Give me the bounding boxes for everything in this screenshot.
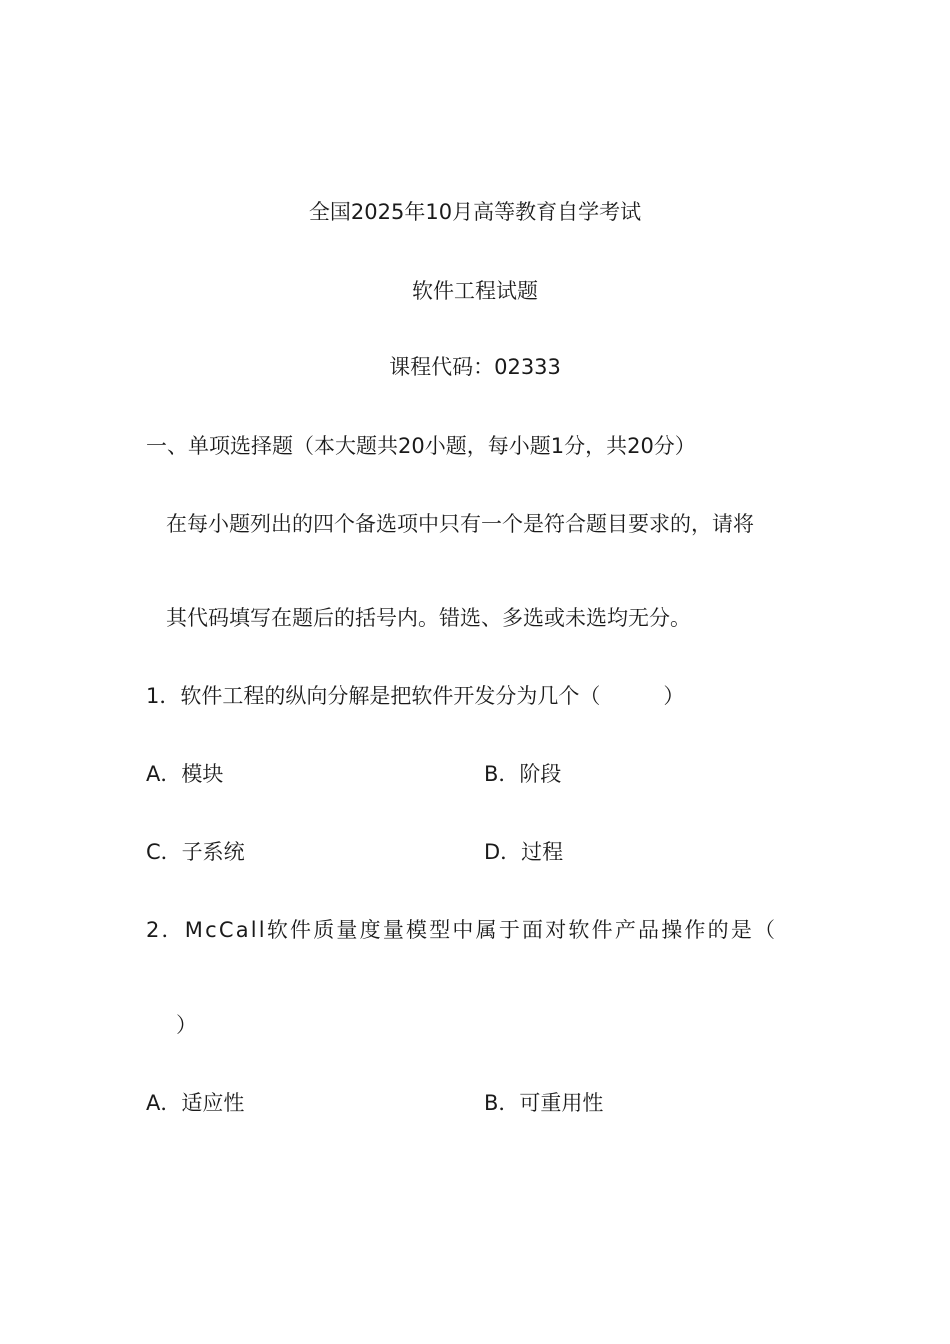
section-instructions-line-2: 其代码填写在题后的括号内。错选、多选或未选均无分。 — [166, 606, 691, 630]
question-1-option-a: A．模块 — [146, 762, 224, 786]
question-2-option-a: A．适应性 — [146, 1091, 245, 1115]
subject-title: 软件工程试题 — [412, 279, 538, 303]
question-1-option-c: C．子系统 — [146, 840, 245, 864]
question-2-stem-line-1: 2．McCall软件质量度量模型中属于面对软件产品操作的是（ — [146, 918, 778, 942]
question-2-stem-line-2: ） — [176, 1013, 197, 1037]
section-heading: 一、单项选择题（本大题共20小题，每小题1分，共20分） — [146, 434, 696, 458]
question-1-option-b: B．阶段 — [484, 762, 562, 786]
question-2-option-b: B．可重用性 — [484, 1091, 604, 1115]
question-1-option-d: D．过程 — [484, 840, 564, 864]
course-code: 课程代码：02333 — [389, 355, 561, 379]
question-1-stem: 1．软件工程的纵向分解是把软件开发分为几个（ ） — [146, 684, 685, 708]
section-instructions-line-1: 在每小题列出的四个备选项中只有一个是符合题目要求的，请将 — [166, 512, 754, 536]
exam-title: 全国2025年10月高等教育自学考试 — [308, 200, 642, 224]
